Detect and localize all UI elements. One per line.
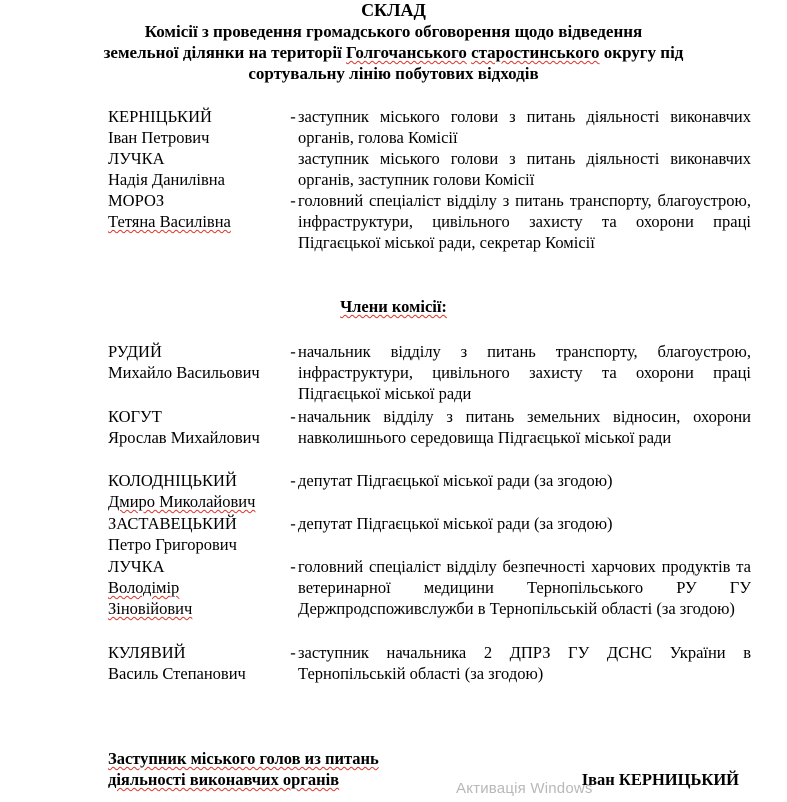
dash: - bbox=[290, 191, 296, 210]
person-role: заступник начальника 2 ДПРЗ ГУ ДСНС України в Тернопільській області (за згодою) bbox=[298, 643, 751, 683]
dash: - bbox=[290, 107, 296, 126]
person-name: КУЛЯВИЙ Василь Степанович bbox=[108, 643, 246, 683]
person-name: ЛУЧКА Володімір Зіновійович bbox=[108, 557, 193, 618]
person-role: головний спеціаліст відділу безпечності харчових продуктів та ветеринарної медицини Тернопільського РУ ГУ Держпродспоживслужби в Тернопільській області (за згодою) bbox=[298, 557, 751, 618]
person-name: КЕРНІЦЬКИЙ Іван Петрович bbox=[108, 107, 212, 147]
person-role: заступник міського голови з питань діяльності виконавчих органів, голова Комісії bbox=[298, 107, 751, 147]
person-name: МОРОЗ Тетяна Василівна bbox=[108, 191, 231, 231]
dash: - bbox=[290, 643, 296, 662]
person-role: головний спеціаліст відділу з питань транспорту, благоустрою, інфраструктури, цивільного захисту та охорони праці Підгаєцької міської ради, секретар Комісії bbox=[298, 191, 751, 252]
dash: - bbox=[290, 471, 296, 490]
title-line-2: земельної ділянки на території Голгочанського старостинського округу під bbox=[103, 43, 684, 62]
dash: - bbox=[290, 407, 296, 426]
dash: - bbox=[290, 342, 296, 361]
person-name: ЛУЧКА Надія Данилівна bbox=[108, 149, 225, 189]
person-role: начальник відділу з питань транспорту, благоустрою, інфраструктури, цивільного захисту та охорони праці Підгаєцької міської ради bbox=[298, 342, 751, 403]
person-role: депутат Підгаєцької міської ради (за згодою) bbox=[298, 471, 613, 490]
person-role: заступник міського голови з питань діяльності виконавчих органів, заступник голови Комісії bbox=[298, 149, 751, 189]
dash: - bbox=[290, 557, 296, 576]
dash: - bbox=[290, 514, 296, 533]
signer-name: Іван КЕРНИЦЬКИЙ bbox=[581, 770, 739, 789]
title-line-1: Комісії з проведення громадського обговорення щодо відведення bbox=[144, 22, 643, 41]
person-name: РУДИЙ Михайло Васильович bbox=[108, 342, 260, 382]
title-line-3: сортувальну лінію побутових відходів bbox=[248, 64, 539, 83]
signature-title-line-2: діяльності виконавчих органів bbox=[108, 770, 340, 789]
person-role: начальник відділу з питань земельних відносин, охорони навколишнього середовища Підгаєцької міської ради bbox=[298, 407, 751, 447]
person-name: ЗАСТАВЕЦЬКИЙ Петро Григорович bbox=[108, 514, 237, 554]
members-heading: Члени комісії: bbox=[340, 297, 447, 316]
signature-title-line-1: Заступник міського голов из питань bbox=[108, 749, 379, 768]
person-name: КОЛОДНІЦЬКИЙ Дмиро Миколайович bbox=[108, 471, 256, 511]
person-name: КОГУТ Ярослав Михайлович bbox=[108, 407, 260, 447]
document-title: СКЛАД bbox=[361, 0, 426, 20]
person-role: депутат Підгаєцької міської ради (за згодою) bbox=[298, 514, 613, 533]
windows-activation-watermark: Активація Windows bbox=[456, 780, 593, 797]
